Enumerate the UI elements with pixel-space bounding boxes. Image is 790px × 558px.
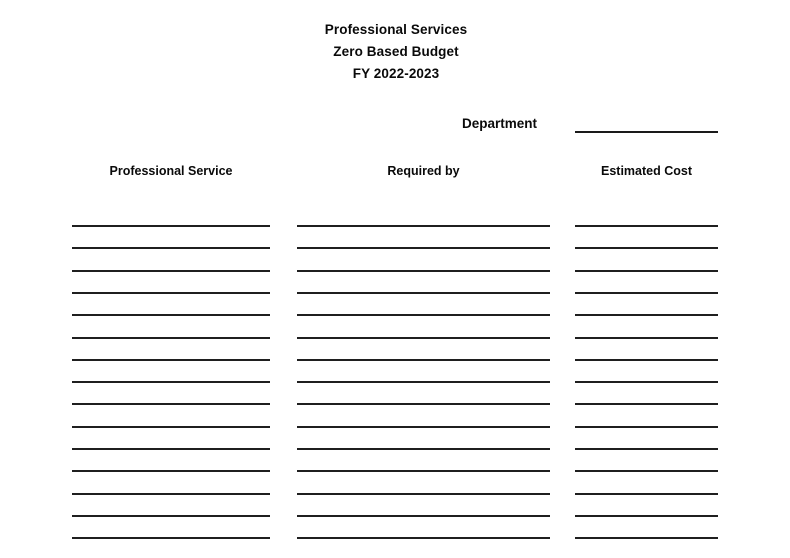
fiscal-year-label: FY 2022-2023 (352, 66, 440, 81)
entry-line-required-by[interactable] (297, 426, 550, 428)
entry-line-required-by[interactable] (297, 314, 550, 316)
entry-line-professional-service[interactable] (72, 314, 270, 316)
table-row (0, 359, 790, 361)
table-row (0, 426, 790, 428)
entry-line-professional-service[interactable] (72, 470, 270, 472)
entry-line-estimated-cost[interactable] (575, 270, 718, 272)
page-title: Professional Services (324, 22, 468, 37)
table-row (0, 381, 790, 383)
entry-line-required-by[interactable] (297, 403, 550, 405)
entry-line-required-by[interactable] (297, 448, 550, 450)
table-row (0, 515, 790, 517)
column-header-professional-service: Professional Service (109, 164, 233, 178)
table-row (0, 292, 790, 294)
entry-line-professional-service[interactable] (72, 359, 270, 361)
entry-line-estimated-cost[interactable] (575, 515, 718, 517)
entry-line-professional-service[interactable] (72, 426, 270, 428)
table-row (0, 247, 790, 249)
entry-line-estimated-cost[interactable] (575, 314, 718, 316)
table-row (0, 314, 790, 316)
entry-line-professional-service[interactable] (72, 448, 270, 450)
entry-line-required-by[interactable] (297, 537, 550, 539)
entry-line-professional-service[interactable] (72, 515, 270, 517)
entry-line-required-by[interactable] (297, 270, 550, 272)
entry-line-required-by[interactable] (297, 292, 550, 294)
entry-line-required-by[interactable] (297, 493, 550, 495)
table-row (0, 448, 790, 450)
entry-line-required-by[interactable] (297, 515, 550, 517)
entry-line-estimated-cost[interactable] (575, 470, 718, 472)
entry-line-required-by[interactable] (297, 470, 550, 472)
table-row (0, 537, 790, 539)
table-row (0, 403, 790, 405)
entry-line-professional-service[interactable] (72, 270, 270, 272)
entry-line-required-by[interactable] (297, 359, 550, 361)
entry-line-estimated-cost[interactable] (575, 537, 718, 539)
entry-line-professional-service[interactable] (72, 247, 270, 249)
entry-line-estimated-cost[interactable] (575, 403, 718, 405)
entry-line-required-by[interactable] (297, 225, 550, 227)
entry-line-estimated-cost[interactable] (575, 292, 718, 294)
table-row (0, 270, 790, 272)
entry-line-estimated-cost[interactable] (575, 247, 718, 249)
column-header-estimated-cost: Estimated Cost (601, 164, 692, 178)
entry-line-estimated-cost[interactable] (575, 225, 718, 227)
entry-line-professional-service[interactable] (72, 403, 270, 405)
entry-line-estimated-cost[interactable] (575, 448, 718, 450)
entry-line-professional-service[interactable] (72, 381, 270, 383)
entry-line-professional-service[interactable] (72, 537, 270, 539)
entry-line-professional-service[interactable] (72, 493, 270, 495)
table-row (0, 337, 790, 339)
table-row (0, 225, 790, 227)
table-row (0, 470, 790, 472)
page-subtitle: Zero Based Budget (333, 44, 459, 59)
entry-line-estimated-cost[interactable] (575, 381, 718, 383)
table-row (0, 493, 790, 495)
department-label: Department (462, 116, 538, 131)
entry-line-estimated-cost[interactable] (575, 337, 718, 339)
entry-line-professional-service[interactable] (72, 292, 270, 294)
entry-line-estimated-cost[interactable] (575, 426, 718, 428)
entry-line-required-by[interactable] (297, 337, 550, 339)
entry-line-estimated-cost[interactable] (575, 359, 718, 361)
entry-line-required-by[interactable] (297, 247, 550, 249)
column-header-required-by: Required by (387, 164, 460, 178)
entry-line-estimated-cost[interactable] (575, 493, 718, 495)
entry-line-required-by[interactable] (297, 381, 550, 383)
entry-line-professional-service[interactable] (72, 225, 270, 227)
entry-line-professional-service[interactable] (72, 337, 270, 339)
